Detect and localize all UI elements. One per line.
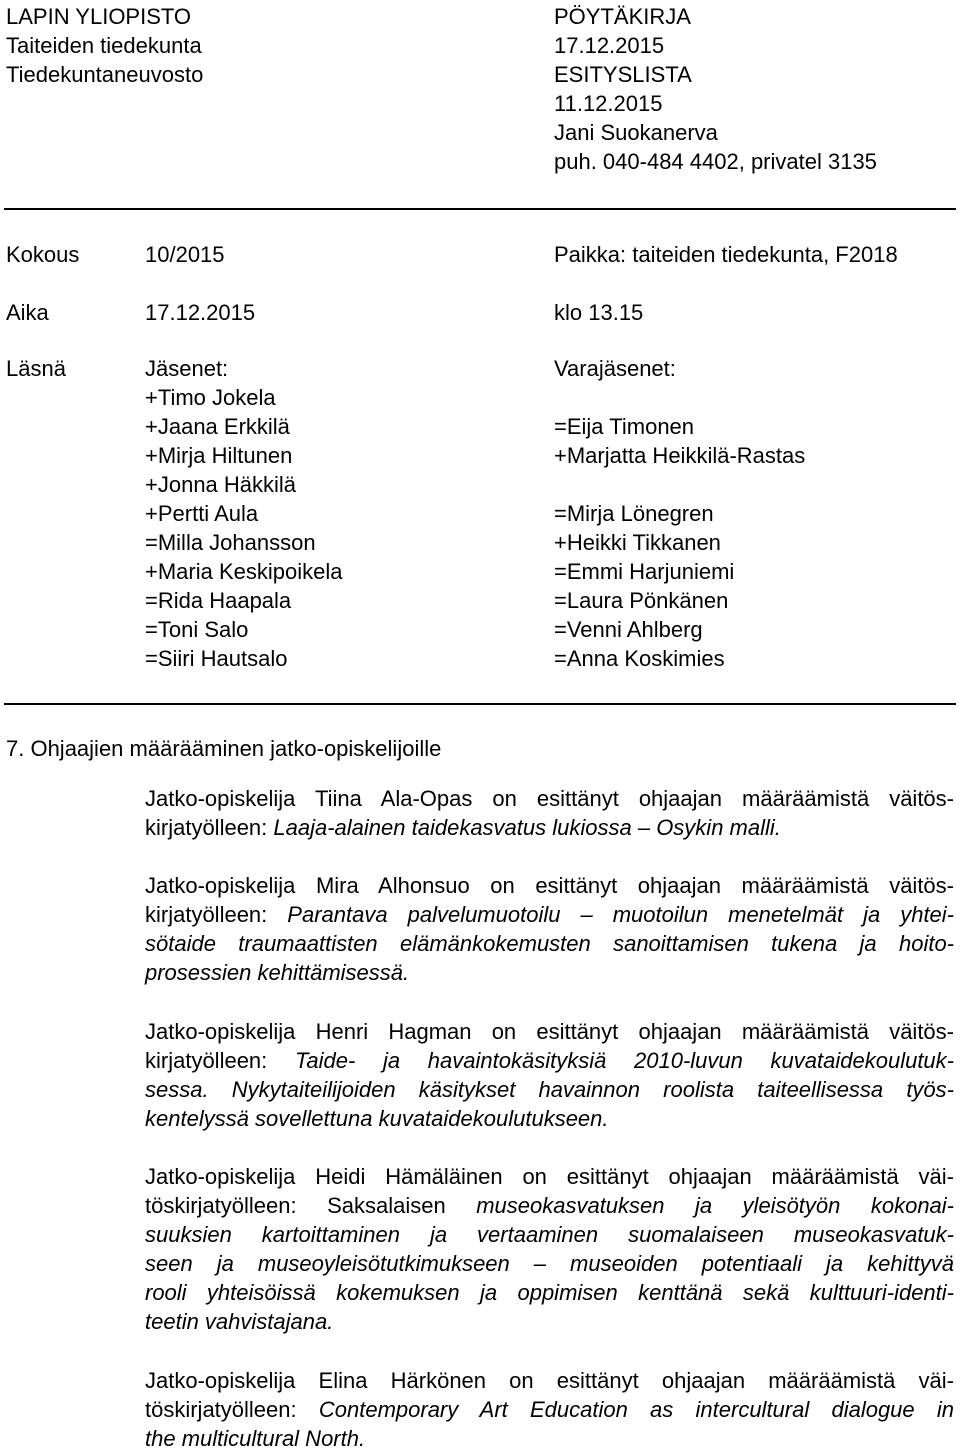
thesis-title-text: Laaja-alainen taidekasvatus lukiossa – Osykin malli. (273, 815, 781, 840)
present-label: Läsnä (6, 356, 66, 381)
paragraph-line (145, 784, 954, 813)
agenda-date: 11.12.2015 (554, 91, 663, 116)
meeting-number: 10/2015 (145, 242, 225, 267)
deputy-name: =Anna Koskimies (554, 646, 725, 671)
paragraph-line (145, 900, 954, 929)
doc-type-minutes: PÖYTÄKIRJA (554, 4, 691, 29)
member-name: +Timo Jokela (145, 385, 276, 410)
paragraph-text: Jatko-opiskelija Mira Alhonsuo on esittänyt ohjaajan määräämistä väitös- (145, 873, 954, 898)
member-name: +Mirja Hiltunen (145, 443, 293, 468)
paragraph-line (145, 1017, 954, 1046)
student-paragraph (145, 784, 954, 842)
member-name: =Toni Salo (145, 617, 249, 642)
member-name: =Siiri Hautsalo (145, 646, 288, 671)
member-name: +Pertti Aula (145, 501, 259, 526)
thesis-title-text: rooli yhteisöissä kokemuksen ja oppimisen kenttänä sekä kulttuuri-identi- (145, 1280, 954, 1305)
deputy-name: =Mirja Lönegren (554, 501, 714, 526)
thesis-title-text: the multicultural North. (145, 1426, 366, 1451)
deputy-name: =Venni Ahlberg (554, 617, 703, 642)
thesis-title-text: museokasvatuksen ja yleisötyön kokonai- (476, 1193, 954, 1218)
paragraph-line (145, 1046, 954, 1075)
deputy-name: =Emmi Harjuniemi (554, 559, 735, 584)
thesis-title-text: Taide- ja havaintokäsityksiä 2010-luvun kuvataidekoulutuk- (294, 1048, 954, 1073)
meeting-time: klo 13.15 (554, 300, 644, 325)
paragraph-line (145, 1307, 954, 1336)
paragraph-line (145, 1278, 954, 1307)
paragraph-line (145, 958, 954, 987)
paragraph-line (145, 1395, 954, 1424)
paragraph-text: kirjatyölleen: (145, 902, 288, 927)
paragraph-line (145, 813, 954, 842)
thesis-title-text: prosessien kehittämisessä. (145, 960, 410, 985)
paragraph-line (145, 1424, 954, 1453)
paragraph-line (145, 1366, 954, 1395)
thesis-title-text: Contemporary Art Education as intercultural dialogue in (318, 1397, 954, 1422)
paragraph-text: Jatko-opiskelija Heidi Hämäläinen on esittänyt ohjaajan määräämistä väi- (145, 1164, 954, 1189)
thesis-title-text: kentelyssä sovellettuna kuvataidekoulutukseen. (145, 1106, 609, 1131)
paragraph-line (145, 1162, 954, 1191)
student-paragraph (145, 1162, 954, 1336)
paragraph-text: töskirjatyölleen: Saksalaisen (145, 1193, 477, 1218)
member-name: +Jaana Erkkilä (145, 414, 290, 439)
time-label: Aika (6, 300, 49, 325)
members-title: Jäsenet: (145, 356, 229, 381)
deputy-name: =Eija Timonen (554, 414, 695, 439)
deputy-name: +Heikki Tikkanen (554, 530, 721, 555)
student-paragraph (145, 871, 954, 987)
member-name: =Rida Haapala (145, 588, 292, 613)
thesis-title-text: teetin vahvistajana. (145, 1309, 334, 1334)
thesis-title-text: sessa. Nykytaiteilijoiden käsitykset havainnon roolista taiteellisessa työs- (145, 1077, 954, 1102)
paragraph-line (145, 1104, 954, 1133)
deputy-name: =Laura Pönkänen (554, 588, 729, 613)
paragraph-text: kirjatyölleen: (145, 1048, 295, 1073)
deputy-name: +Marjatta Heikkilä-Rastas (554, 443, 806, 468)
thesis-title-text: seen ja museoyleisötutkimukseen – museoiden potentiaali ja kehittyvä (145, 1251, 954, 1276)
student-paragraph (145, 1017, 954, 1133)
council-name: Tiedekuntaneuvosto (6, 62, 204, 87)
paragraph-text: Jatko-opiskelija Elina Härkönen on esittänyt ohjaajan määräämistä väi- (145, 1368, 954, 1393)
meeting-date: 17.12.2015 (145, 300, 256, 325)
paragraph-text: kirjatyölleen: (145, 815, 274, 840)
preparer-name: Jani Suokanerva (554, 120, 718, 145)
thesis-title-text: sötaide traumaattisten elämänkokemusten sanoittamisen tukena ja hoito- (145, 931, 954, 956)
paragraph-text: töskirjatyölleen: (145, 1397, 319, 1422)
minutes-date: 17.12.2015 (554, 33, 665, 58)
university-name: LAPIN YLIOPISTO (6, 4, 192, 29)
paragraph-line (145, 929, 954, 958)
paragraph-line (145, 871, 954, 900)
paragraph-text: Jatko-opiskelija Henri Hagman on esittänyt ohjaajan määräämistä väitös- (145, 1019, 954, 1044)
paragraph-line (145, 1249, 954, 1278)
faculty-name: Taiteiden tiedekunta (6, 33, 202, 58)
paragraph-text: Jatko-opiskelija Tiina Ala-Opas on esittänyt ohjaajan määräämistä väitös- (145, 786, 954, 811)
thesis-title-text: suuksien kartoittaminen ja vertaaminen suomalaiseen museokasvatuk- (145, 1222, 954, 1247)
member-name: =Milla Johansson (145, 530, 316, 555)
doc-type-agenda: ESITYSLISTA (554, 62, 692, 87)
divider-bottom (4, 703, 956, 705)
meeting-label: Kokous (6, 242, 80, 267)
paragraph-line (145, 1191, 954, 1220)
meeting-location: Paikka: taiteiden tiedekunta, F2018 (554, 242, 898, 267)
member-name: +Maria Keskipoikela (145, 559, 343, 584)
member-name: +Jonna Häkkilä (145, 472, 297, 497)
divider-top (4, 208, 956, 210)
student-paragraph (145, 1366, 954, 1453)
deputies-title: Varajäsenet: (554, 356, 676, 381)
paragraph-line (145, 1075, 954, 1104)
preparer-phone: puh. 040-484 4402, privatel 3135 (554, 149, 877, 174)
thesis-title-text: Parantava palvelumuotoilu – muotoilun menetelmät ja yhtei- (287, 902, 954, 927)
paragraph-line (145, 1220, 954, 1249)
section-title: 7. Ohjaajien määrääminen jatko-opiskelijoille (6, 736, 442, 761)
